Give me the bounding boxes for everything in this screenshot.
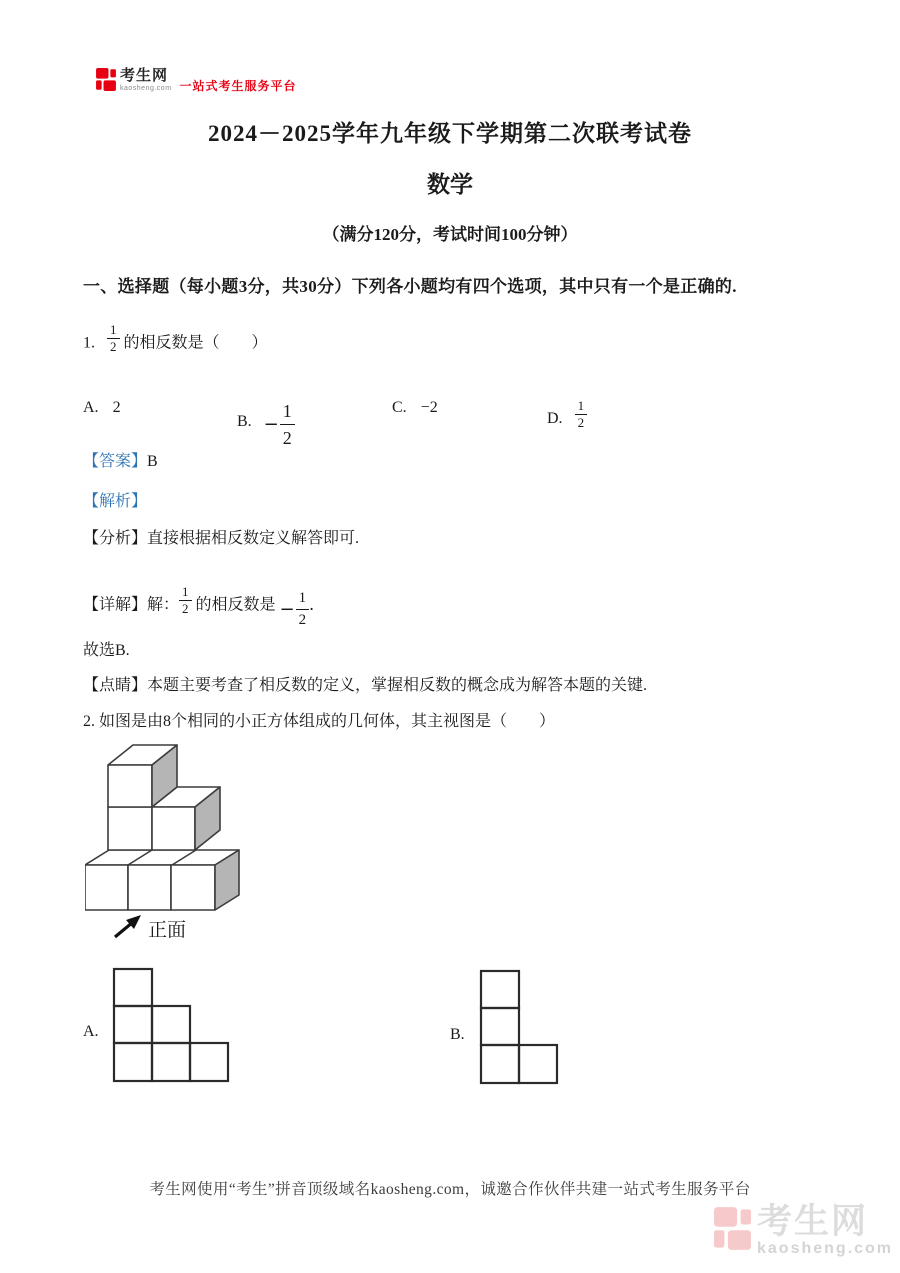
subject-title: 数学 bbox=[427, 172, 473, 197]
front-direction-arrow bbox=[115, 915, 141, 937]
question1-fraction: $\frac{1}{2}$ bbox=[107, 322, 120, 356]
option-a-value: 2 bbox=[112, 399, 121, 416]
figure-option-a-label: A. bbox=[83, 1023, 99, 1040]
figure-option-b-label: B. bbox=[450, 1026, 465, 1043]
option-b bbox=[237, 398, 295, 451]
answer-value: B bbox=[147, 453, 158, 470]
figure-option-a bbox=[112, 967, 232, 1084]
option-a-label: A. bbox=[83, 399, 99, 416]
xiangjie-fraction-2: − $\frac{1}{2}$ bbox=[280, 588, 310, 631]
front-label: 正面 bbox=[148, 920, 187, 941]
option-c-value: −2 bbox=[420, 399, 438, 416]
watermark bbox=[714, 1204, 893, 1257]
option-c-label: C. bbox=[392, 399, 407, 416]
conclusion-line: 故选B. bbox=[83, 642, 130, 659]
logo-domain-text: kaosheng.com bbox=[120, 85, 172, 92]
question2-cube-figure bbox=[85, 740, 320, 945]
option-c bbox=[392, 398, 438, 419]
kaosheng-logo-icon bbox=[96, 68, 116, 91]
logo-text-block bbox=[120, 68, 172, 92]
xiangjie-line bbox=[83, 584, 325, 631]
watermark-logo-icon bbox=[714, 1207, 751, 1250]
jiexi-line bbox=[83, 492, 147, 513]
option-b-fraction: − $\frac{1}{2}$ bbox=[264, 398, 295, 451]
logo-tagline-text: 一站式考生服务平台 bbox=[179, 79, 297, 93]
option-d-label: D. bbox=[547, 410, 563, 428]
question1-number: 1. bbox=[83, 334, 95, 352]
option-d-fraction: $\frac{1}{2}$ bbox=[575, 398, 588, 432]
logo-brand-text: 考生网 bbox=[120, 67, 169, 84]
footer-text: 考生网使用“考生”拼音顶级域名kaosheng.com，诚邀合作伙伴共建一站式考生服务平台 bbox=[149, 1181, 751, 1198]
question1-stem-text: 的相反数是（ ） bbox=[123, 334, 268, 352]
jiexi-label: 【解析】 bbox=[83, 493, 148, 510]
watermark-domain-text: kaosheng.com bbox=[757, 1240, 894, 1257]
exam-title: 2024－2025学年九年级下学期第二次联考试卷 bbox=[208, 121, 692, 146]
fenxi-line: 【分析】直接根据相反数定义解答即可. bbox=[83, 530, 360, 547]
option-b-label: B. bbox=[237, 412, 252, 430]
question2-stem: 2. 如图是由8个相同的小正方体组成的几何体，其主视图是（ ） bbox=[83, 713, 556, 730]
xiangjie-prefix: 【详解】解： bbox=[83, 596, 180, 614]
section1-heading: 一、选择题（每小题3分，共30分）下列各小题均有四个选项，其中只有一个是正确的. bbox=[83, 277, 737, 296]
option-a bbox=[83, 398, 121, 419]
dianjing-line: 【点睛】本题主要考查了相反数的定义，掌握相反数的概念成为解答本题的关键. bbox=[83, 677, 648, 694]
site-logo bbox=[96, 68, 297, 94]
figure-option-b bbox=[479, 969, 561, 1086]
watermark-brand-text: 考生网 bbox=[757, 1202, 869, 1241]
answer-label: 【答案】 bbox=[83, 453, 148, 470]
xiangjie-fraction-1: $\frac{1}{2}$ bbox=[179, 584, 192, 618]
answer-line bbox=[83, 452, 158, 473]
question1-stem bbox=[83, 322, 268, 356]
xiangjie-mid: 的相反数是 bbox=[195, 596, 276, 614]
option-d bbox=[547, 398, 587, 432]
xiangjie-suffix: ． bbox=[309, 596, 326, 614]
watermark-text-block bbox=[757, 1204, 893, 1257]
exam-info-line: （满分120分，考试时间100分钟） bbox=[322, 225, 578, 244]
